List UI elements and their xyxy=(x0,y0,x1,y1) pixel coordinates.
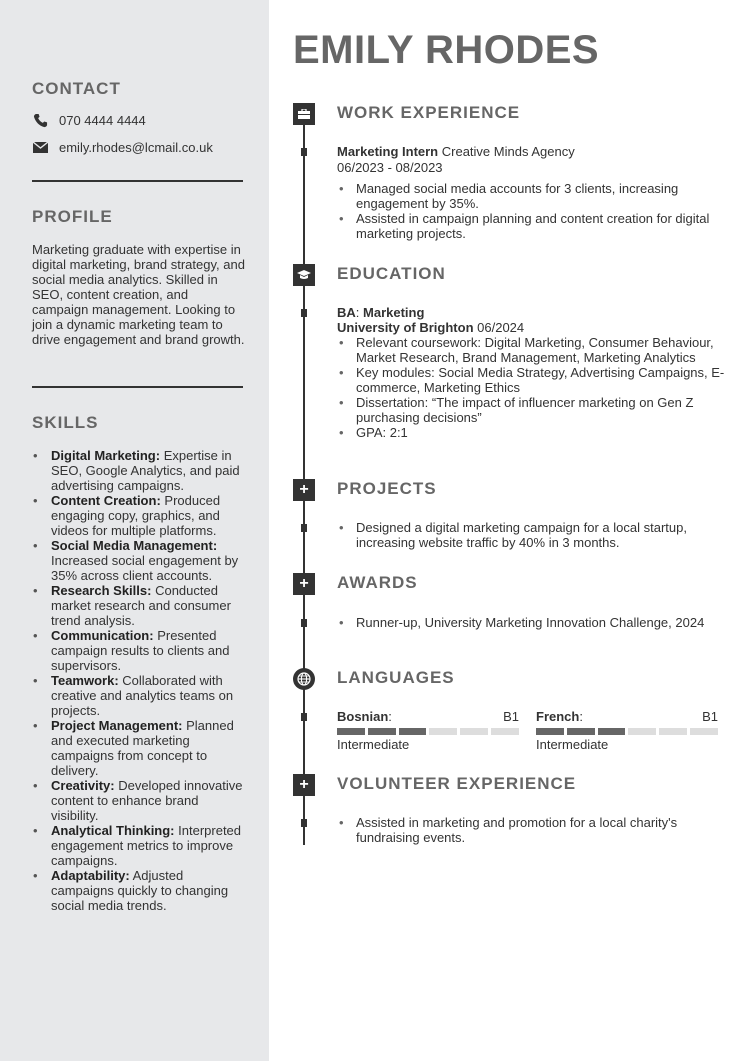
work-bullets xyxy=(337,181,727,241)
list-item: • Assisted in campaign planning and content creation for digital marketing projects. xyxy=(337,211,727,241)
proficiency-segment xyxy=(399,728,427,735)
list-item: • Dissertation: “The impact of influencer marketing on Gen Z purchasing decisions” xyxy=(337,395,727,425)
skill-item xyxy=(32,778,247,823)
timeline-line xyxy=(303,103,305,845)
timeline-tick xyxy=(301,619,307,627)
skill-desc: Planned and executed marketing campaigns from concept to delivery. xyxy=(51,718,234,778)
degree-separator: : xyxy=(355,305,364,320)
skill-item xyxy=(32,868,247,913)
skill-desc: Presented campaign results to clients and supervisors. xyxy=(51,628,230,673)
phone-icon xyxy=(32,114,48,128)
proficiency-segment xyxy=(536,728,564,735)
plus-icon: + xyxy=(293,774,315,796)
volunteer-heading: VOLUNTEER EXPERIENCE xyxy=(337,774,577,793)
language-name: French xyxy=(536,709,580,724)
timeline-tick xyxy=(301,309,307,317)
skill-desc: Adjusted campaigns quickly to changing social media trends. xyxy=(51,868,229,913)
sidebar xyxy=(0,0,269,1061)
job-role: Marketing Intern xyxy=(337,144,439,159)
profile-heading: PROFILE xyxy=(32,207,113,226)
skill-item xyxy=(32,628,247,673)
school-name: University of Brighton xyxy=(337,320,474,335)
skill-name: Adaptability: xyxy=(51,868,130,883)
skill-name: Communication: xyxy=(51,628,154,643)
skill-desc: Increased social engagement by 35% across client accounts. xyxy=(51,553,239,583)
proficiency-bar xyxy=(337,728,519,735)
education-heading: EDUCATION xyxy=(337,264,446,283)
language-colon: : xyxy=(388,709,392,724)
skill-desc: Expertise in SEO, Google Analytics, and paid advertising campaigns. xyxy=(51,448,240,493)
skill-item xyxy=(32,493,247,538)
list-item: • GPA: 2:1 xyxy=(337,425,727,440)
skill-name: Analytical Thinking: xyxy=(51,823,175,838)
language-colon: : xyxy=(579,709,583,724)
phone-row xyxy=(32,113,146,128)
briefcase-icon xyxy=(293,103,315,125)
skill-name: Social Media Management: xyxy=(51,538,218,553)
skill-item xyxy=(32,673,247,718)
language-item xyxy=(337,709,519,752)
list-item: • Designed a digital marketing campaign for a local startup, increasing website traffic by 40% in 3 months. xyxy=(337,520,727,550)
envelope-icon xyxy=(32,141,48,155)
languages-heading: LANGUAGES xyxy=(337,668,455,687)
timeline-tick xyxy=(301,148,307,156)
work-dates: 06/2023 - 08/2023 xyxy=(337,160,443,175)
globe-icon xyxy=(293,668,315,690)
proficiency-segment xyxy=(567,728,595,735)
proficiency-bar xyxy=(536,728,718,735)
skills-list xyxy=(32,448,247,913)
skill-desc: Interpreted engagement metrics to improve campaigns. xyxy=(51,823,242,868)
divider xyxy=(32,180,243,182)
list-item: • Assisted in marketing and promotion for a local charity's fundraising events. xyxy=(337,815,727,845)
contact-heading: CONTACT xyxy=(32,79,121,98)
timeline-tick xyxy=(301,713,307,721)
proficiency-segment xyxy=(598,728,626,735)
language-name: Bosnian xyxy=(337,709,389,724)
proficiency-segment xyxy=(460,728,488,735)
skill-name: Teamwork: xyxy=(51,673,119,688)
list-item: • Managed social media accounts for 3 clients, increasing engagement by 35%. xyxy=(337,181,727,211)
skill-item xyxy=(32,718,247,778)
timeline-tick xyxy=(301,524,307,532)
work-heading: WORK EXPERIENCE xyxy=(337,103,521,122)
awards-bullets xyxy=(337,615,727,630)
proficiency-segment xyxy=(337,728,365,735)
language-item xyxy=(536,709,718,752)
skill-desc: Produced engaging copy, graphics, and videos for multiple platforms. xyxy=(51,493,221,538)
skill-name: Creativity: xyxy=(51,778,115,793)
skill-item xyxy=(32,583,247,628)
skill-item xyxy=(32,823,247,868)
plus-icon: + xyxy=(293,573,315,595)
work-title-line xyxy=(337,144,575,159)
proficiency-segment xyxy=(628,728,656,735)
graduation-cap-icon xyxy=(293,264,315,286)
skill-desc: Conducted market research and consumer trend analysis. xyxy=(51,583,231,628)
proficiency-segment xyxy=(690,728,718,735)
candidate-name: EMILY RHODES xyxy=(293,28,600,72)
phone-number: 070 4444 4444 xyxy=(59,113,146,128)
skill-name: Research Skills: xyxy=(51,583,152,598)
email-row xyxy=(32,140,213,155)
volunteer-bullets xyxy=(337,815,727,845)
degree: BA xyxy=(337,305,356,320)
language-level: Intermediate xyxy=(536,737,609,752)
degree-line xyxy=(337,305,424,320)
company-name: Creative Minds Agency xyxy=(441,144,575,159)
education-bullets xyxy=(337,335,727,440)
graduation-date: 06/2024 xyxy=(477,320,525,335)
degree-field: Marketing xyxy=(363,305,425,320)
language-level: Intermediate xyxy=(337,737,410,752)
profile-text: Marketing graduate with expertise in digital marketing, brand strategy, and social media analytics. Skilled in SEO, content creation, and campaign management. Looking to join a dynamic marketing team to drive engagement and brand growth. xyxy=(32,242,245,347)
proficiency-segment xyxy=(429,728,457,735)
projects-heading: PROJECTS xyxy=(337,479,437,498)
skill-item xyxy=(32,538,247,583)
language-code: B1 xyxy=(503,709,519,724)
skill-desc: Developed innovative content to enhance brand visibility. xyxy=(51,778,243,823)
divider xyxy=(32,386,243,388)
proficiency-segment xyxy=(368,728,396,735)
list-item: • Runner-up, University Marketing Innovation Challenge, 2024 xyxy=(337,615,727,630)
plus-icon: + xyxy=(293,479,315,501)
timeline-tick xyxy=(301,819,307,827)
awards-heading: AWARDS xyxy=(337,573,418,592)
list-item: • Relevant coursework: Digital Marketing, Consumer Behaviour, Market Research, Brand Management, Marketing Analytics xyxy=(337,335,727,365)
list-item: • Key modules: Social Media Strategy, Advertising Campaigns, E-commerce, Marketing Ethics xyxy=(337,365,727,395)
skills-heading: SKILLS xyxy=(32,413,99,432)
skill-name: Digital Marketing: xyxy=(51,448,161,463)
skill-name: Content Creation: xyxy=(51,493,161,508)
skill-desc: Collaborated with creative and analytics teams on projects. xyxy=(51,673,234,718)
proficiency-segment xyxy=(659,728,687,735)
skill-item xyxy=(32,448,247,493)
skill-name: Project Management: xyxy=(51,718,183,733)
proficiency-segment xyxy=(491,728,519,735)
email-address: emily.rhodes@lcmail.co.uk xyxy=(59,140,213,155)
projects-bullets xyxy=(337,520,727,550)
school-line xyxy=(337,320,524,335)
language-code: B1 xyxy=(702,709,718,724)
